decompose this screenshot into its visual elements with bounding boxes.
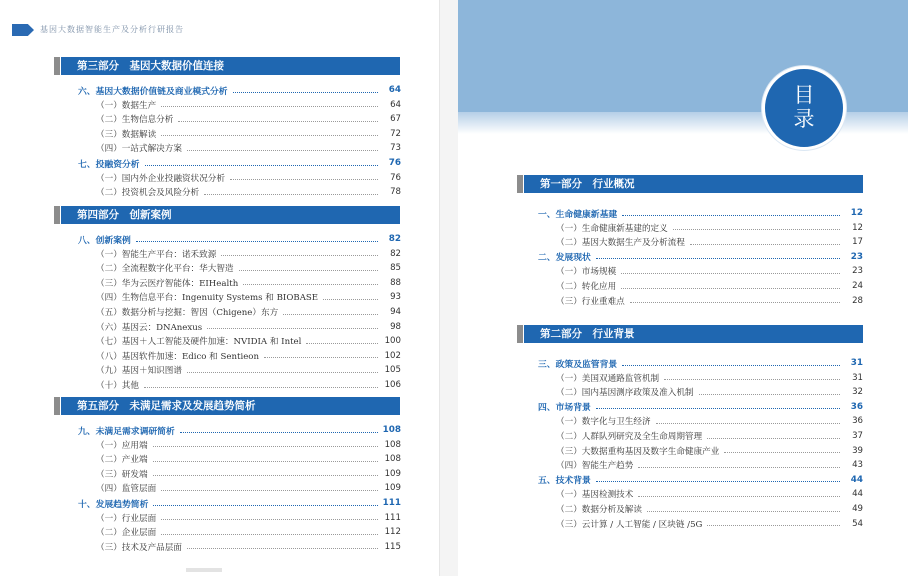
toc-page-number: 98 bbox=[390, 321, 401, 332]
toc-subsection-entry[interactable] bbox=[96, 349, 401, 363]
toc-subsection-entry[interactable] bbox=[96, 141, 401, 155]
toc-page-number: 82 bbox=[390, 248, 401, 259]
toc-subsection-entry[interactable] bbox=[96, 334, 401, 348]
toc-entry-title: （二）全流程数字化平台：华大智造 bbox=[96, 264, 234, 275]
toc-entry-title: （一）市场规模 bbox=[556, 267, 617, 278]
dot-leader bbox=[621, 288, 840, 289]
section-title: 第三部分 基因大数据价值连接 bbox=[61, 57, 400, 75]
toc-title-char-2: 录 bbox=[793, 107, 815, 131]
toc-entry-title: （一）应用端 bbox=[96, 440, 148, 451]
toc-page-number: 12 bbox=[852, 222, 863, 233]
toc-entry-title: （一）国内外企业投融资状况分析 bbox=[96, 173, 225, 184]
toc-subsection-entry[interactable] bbox=[96, 320, 401, 334]
toc-subsection-entry[interactable] bbox=[556, 279, 863, 293]
toc-entry-title: （四）一站式解决方案 bbox=[96, 144, 182, 155]
toc-page-number: 102 bbox=[384, 350, 401, 361]
toc-chapter-entry[interactable] bbox=[538, 250, 863, 264]
section-heading-bar bbox=[54, 397, 400, 415]
toc-subsection-entry[interactable] bbox=[556, 264, 863, 278]
toc-page-number: 76 bbox=[390, 172, 401, 183]
dot-leader bbox=[306, 343, 378, 344]
dot-leader bbox=[622, 365, 840, 366]
toc-page-number: 109 bbox=[384, 468, 401, 479]
toc-entry-title: （二）人群队列研究及全生命周期管理 bbox=[556, 432, 703, 442]
toc-entry-title: （一）基因检测技术 bbox=[556, 490, 634, 501]
dot-leader bbox=[180, 432, 378, 433]
dot-leader bbox=[153, 475, 378, 476]
dot-leader bbox=[187, 150, 378, 151]
toc-entry-title: （四）智能生产趋势 bbox=[556, 461, 634, 472]
header-arrow-icon bbox=[12, 24, 34, 36]
toc-page-number: 111 bbox=[382, 498, 401, 508]
toc-entry-title: 八、创新案例 bbox=[78, 235, 131, 246]
toc-entry-title: （三）技术及产品层面 bbox=[96, 542, 182, 553]
toc-subsection-entry[interactable] bbox=[96, 378, 401, 392]
toc-entry-title: （三）数据解读 bbox=[96, 129, 157, 140]
dot-leader bbox=[596, 481, 840, 482]
toc-page-number: 24 bbox=[852, 281, 863, 291]
toc-subsection-entry[interactable] bbox=[96, 247, 401, 261]
toc-page-number: 93 bbox=[390, 292, 401, 303]
toc-entry-title: 一、生命健康新基建 bbox=[538, 209, 618, 220]
toc-entry-title: （二）基因大数据生产及分析流程 bbox=[556, 238, 685, 249]
toc-page-number: 106 bbox=[384, 380, 401, 390]
toc-subsection-entry[interactable] bbox=[556, 517, 863, 531]
toc-entry-title: （九）基因＋知识图谱 bbox=[96, 366, 182, 377]
toc-entry-title: （三）大数据重构基因及数字生命健康产业 bbox=[556, 446, 720, 457]
toc-subsection-entry[interactable] bbox=[96, 481, 401, 495]
dot-leader bbox=[161, 534, 378, 535]
toc-subsection-entry[interactable] bbox=[96, 467, 401, 481]
dot-leader bbox=[161, 106, 378, 107]
dot-leader bbox=[153, 505, 377, 506]
section-title: 第五部分 未满足需求及发展趋势简析 bbox=[61, 397, 400, 415]
dot-leader bbox=[207, 328, 378, 329]
toc-page-number: 43 bbox=[852, 460, 863, 471]
toc-page-number: 17 bbox=[852, 237, 863, 248]
toc-entry-title: （一）美国双通路监管机制 bbox=[556, 373, 660, 384]
dot-leader bbox=[136, 241, 378, 242]
dot-leader bbox=[144, 387, 378, 388]
right-page bbox=[458, 0, 908, 576]
toc-page-number: 12 bbox=[850, 208, 863, 218]
toc-subsection-entry[interactable] bbox=[96, 363, 401, 377]
section-heading-bar bbox=[54, 57, 400, 75]
toc-page-number: 31 bbox=[852, 372, 863, 383]
toc-page-number: 76 bbox=[388, 158, 401, 168]
toc-entry-title: （十）其他 bbox=[96, 381, 139, 391]
toc-entry-title: （二）企业层面 bbox=[96, 528, 157, 539]
toc-subsection-entry[interactable] bbox=[96, 98, 401, 112]
dot-leader bbox=[230, 179, 378, 180]
dot-leader bbox=[153, 461, 378, 462]
toc-entry-title: （三）华为云医疗智能体：EIHealth bbox=[96, 278, 239, 289]
toc-subsection-entry[interactable] bbox=[96, 452, 401, 466]
dot-leader bbox=[707, 438, 840, 439]
toc-subsection-entry[interactable] bbox=[556, 235, 863, 249]
toc-page-number: 109 bbox=[384, 483, 401, 494]
toc-page-number: 64 bbox=[388, 85, 401, 95]
toc-page-number: 67 bbox=[390, 114, 401, 125]
section-bar-accent bbox=[517, 175, 523, 193]
dot-leader bbox=[243, 284, 378, 285]
toc-subsection-entry[interactable] bbox=[556, 444, 863, 458]
toc-page-number: 36 bbox=[852, 416, 863, 427]
dot-leader bbox=[724, 452, 840, 453]
toc-chapter-entry[interactable] bbox=[78, 232, 401, 246]
toc-entry-title: 四、市场背景 bbox=[538, 403, 591, 414]
toc-entry-title: （二）投资机会及风险分析 bbox=[96, 188, 200, 199]
dot-leader bbox=[630, 302, 840, 303]
toc-title-circle bbox=[762, 66, 846, 150]
toc-subsection-entry[interactable] bbox=[556, 458, 863, 472]
toc-chapter-entry[interactable] bbox=[538, 206, 863, 220]
toc-subsection-entry[interactable] bbox=[96, 290, 401, 304]
dot-leader bbox=[664, 379, 840, 380]
toc-page-number: 108 bbox=[384, 454, 401, 465]
toc-subsection-entry[interactable] bbox=[556, 221, 863, 235]
dot-leader bbox=[233, 92, 378, 93]
dot-leader bbox=[621, 273, 840, 274]
dot-leader bbox=[647, 511, 840, 512]
dot-leader bbox=[699, 394, 840, 395]
toc-entry-title: （五）数据分析与挖掘：智因（Chigene）东方 bbox=[96, 308, 279, 318]
section-bar-accent bbox=[54, 57, 60, 75]
toc-entry-title: （二）转化应用 bbox=[556, 282, 617, 292]
dot-leader bbox=[283, 314, 378, 315]
toc-subsection-entry[interactable] bbox=[556, 414, 863, 428]
toc-page-number: 85 bbox=[390, 263, 401, 274]
toc-chapter-entry[interactable] bbox=[78, 156, 401, 170]
toc-chapter-entry[interactable] bbox=[538, 473, 863, 487]
toc-entry-title: 五、技术背景 bbox=[538, 476, 591, 487]
toc-subsection-entry[interactable] bbox=[96, 127, 401, 141]
toc-entry-title: （四）监管层面 bbox=[96, 484, 157, 495]
section-heading-bar bbox=[54, 206, 400, 224]
toc-page-number: 39 bbox=[852, 445, 863, 456]
dot-leader bbox=[638, 467, 840, 468]
dot-leader bbox=[204, 194, 378, 195]
dot-leader bbox=[323, 299, 378, 300]
toc-page-number: 100 bbox=[384, 336, 401, 347]
dot-leader bbox=[673, 229, 840, 230]
toc-entry-title: （二）产业端 bbox=[96, 455, 148, 466]
dot-leader bbox=[187, 372, 378, 373]
toc-entry-title: 十、发展趋势简析 bbox=[78, 499, 149, 510]
toc-subsection-entry[interactable] bbox=[96, 171, 401, 185]
dot-leader bbox=[690, 244, 840, 245]
toc-entry-title: （八）基因软件加速：Edico 和 Sentieon bbox=[96, 351, 260, 362]
section-bar-accent bbox=[517, 325, 523, 343]
toc-page-number: 88 bbox=[390, 277, 401, 288]
toc-page-number: 105 bbox=[384, 365, 401, 376]
toc-entry-title: （三）云计算 / 人工智能 / 区块链 /5G bbox=[556, 519, 703, 530]
dot-leader bbox=[161, 519, 378, 520]
dot-leader bbox=[161, 490, 378, 491]
toc-entry-title: （三）研发端 bbox=[96, 469, 148, 480]
toc-entry-title: （二）数据分析及解读 bbox=[556, 505, 642, 515]
report-header-title: 基因大数据智能生产及分析行研报告 bbox=[40, 25, 184, 34]
toc-subsection-entry[interactable] bbox=[556, 294, 863, 308]
toc-chapter-entry[interactable] bbox=[78, 496, 401, 510]
toc-page-number: 23 bbox=[852, 266, 863, 277]
toc-page-number: 82 bbox=[388, 234, 401, 244]
toc-entry-title: （六）基因云：DNAnexus bbox=[96, 322, 203, 333]
toc-page-number: 44 bbox=[850, 474, 863, 485]
toc-entry-title: （四）生物信息平台：Ingenuity Systems 和 BIOBASE bbox=[96, 293, 319, 304]
toc-subsection-entry[interactable] bbox=[556, 429, 863, 443]
toc-subsection-entry[interactable] bbox=[96, 261, 401, 275]
toc-page-number: 64 bbox=[390, 99, 401, 110]
toc-subsection-entry[interactable] bbox=[96, 438, 401, 452]
toc-page-number: 28 bbox=[852, 295, 863, 306]
toc-subsection-entry[interactable] bbox=[556, 385, 863, 399]
dot-leader bbox=[145, 165, 378, 166]
section-title: 第四部分 创新案例 bbox=[61, 206, 400, 224]
toc-entry-title: 三、政策及监管背景 bbox=[538, 359, 618, 370]
toc-entry-title: （三）行业重难点 bbox=[556, 296, 625, 307]
toc-page-number: 112 bbox=[384, 527, 401, 538]
toc-page-number: 49 bbox=[852, 504, 863, 514]
toc-entry-title: 七、投融资分析 bbox=[78, 159, 140, 170]
dot-leader bbox=[707, 525, 840, 526]
book-gutter bbox=[440, 0, 458, 576]
toc-subsection-entry[interactable] bbox=[96, 540, 401, 554]
dot-leader bbox=[153, 446, 378, 447]
toc-page-number: 108 bbox=[384, 439, 401, 450]
section-title: 第二部分 行业背景 bbox=[524, 325, 863, 343]
toc-page-number: 31 bbox=[850, 358, 863, 368]
dot-leader bbox=[221, 255, 378, 256]
toc-chapter-entry[interactable] bbox=[538, 356, 863, 370]
toc-entry-title: （一）智能生产平台：诺禾致源 bbox=[96, 249, 217, 260]
toc-page-number: 72 bbox=[390, 128, 401, 139]
toc-chapter-entry[interactable] bbox=[78, 423, 401, 437]
toc-page-number: 115 bbox=[384, 541, 401, 552]
toc-entry-title: （七）基因＋人工智能及硬件加速：NVIDIA 和 Intel bbox=[96, 337, 302, 348]
toc-entry-title: （一）行业层面 bbox=[96, 513, 157, 524]
toc-page-number: 44 bbox=[852, 489, 863, 500]
dot-leader bbox=[596, 258, 840, 259]
toc-page-number: 111 bbox=[384, 512, 401, 523]
dot-leader bbox=[622, 215, 840, 216]
dot-leader bbox=[264, 357, 378, 358]
dot-leader bbox=[161, 135, 378, 136]
toc-page-number: 73 bbox=[390, 143, 401, 154]
toc-page-number: 32 bbox=[852, 387, 863, 398]
section-heading-bar bbox=[517, 175, 863, 193]
toc-subsection-entry[interactable] bbox=[556, 487, 863, 501]
section-heading-bar bbox=[517, 325, 863, 343]
toc-entry-title: 九、未满足需求调研简析 bbox=[78, 426, 175, 437]
toc-page-number: 37 bbox=[852, 431, 863, 441]
toc-entry-title: 二、发展现状 bbox=[538, 253, 591, 264]
dot-leader bbox=[187, 548, 378, 549]
dot-leader bbox=[239, 270, 378, 271]
section-title: 第一部分 行业概况 bbox=[524, 175, 863, 193]
toc-entry-title: 六、基因大数据价值链及商业模式分析 bbox=[78, 86, 228, 97]
toc-page-number: 78 bbox=[390, 187, 401, 198]
section-bar-accent bbox=[54, 397, 60, 415]
toc-subsection-entry[interactable] bbox=[96, 511, 401, 525]
toc-page-number: 54 bbox=[852, 518, 863, 529]
toc-page-number: 94 bbox=[390, 307, 401, 317]
toc-page-number: 108 bbox=[382, 425, 401, 435]
toc-subsection-entry[interactable] bbox=[96, 276, 401, 290]
toc-chapter-entry[interactable] bbox=[78, 83, 401, 97]
toc-page-number: 36 bbox=[850, 401, 863, 412]
page-footer-mark bbox=[186, 568, 222, 572]
toc-subsection-entry[interactable] bbox=[96, 305, 401, 319]
dot-leader bbox=[178, 121, 378, 122]
toc-entry-title: （二）国内基因测序政策及准入机制 bbox=[556, 388, 694, 399]
section-bar-accent bbox=[54, 206, 60, 224]
toc-subsection-entry[interactable] bbox=[96, 185, 401, 199]
left-page bbox=[0, 0, 440, 576]
dot-leader bbox=[596, 408, 840, 409]
dot-leader bbox=[656, 423, 840, 424]
toc-subsection-entry[interactable] bbox=[556, 371, 863, 385]
toc-entry-title: （一）生命健康新基建的定义 bbox=[556, 223, 668, 234]
toc-entry-title: （一）数字化与卫生经济 bbox=[556, 417, 651, 428]
dot-leader bbox=[638, 496, 840, 497]
toc-entry-title: （二）生物信息分析 bbox=[96, 115, 174, 126]
toc-entry-title: （一）数据生产 bbox=[96, 100, 157, 111]
toc-subsection-entry[interactable] bbox=[556, 502, 863, 516]
toc-chapter-entry[interactable] bbox=[538, 400, 863, 414]
toc-subsection-entry[interactable] bbox=[96, 112, 401, 126]
toc-page-number: 23 bbox=[850, 251, 863, 262]
toc-subsection-entry[interactable] bbox=[96, 525, 401, 539]
toc-title-char-1: 目 bbox=[793, 83, 815, 107]
